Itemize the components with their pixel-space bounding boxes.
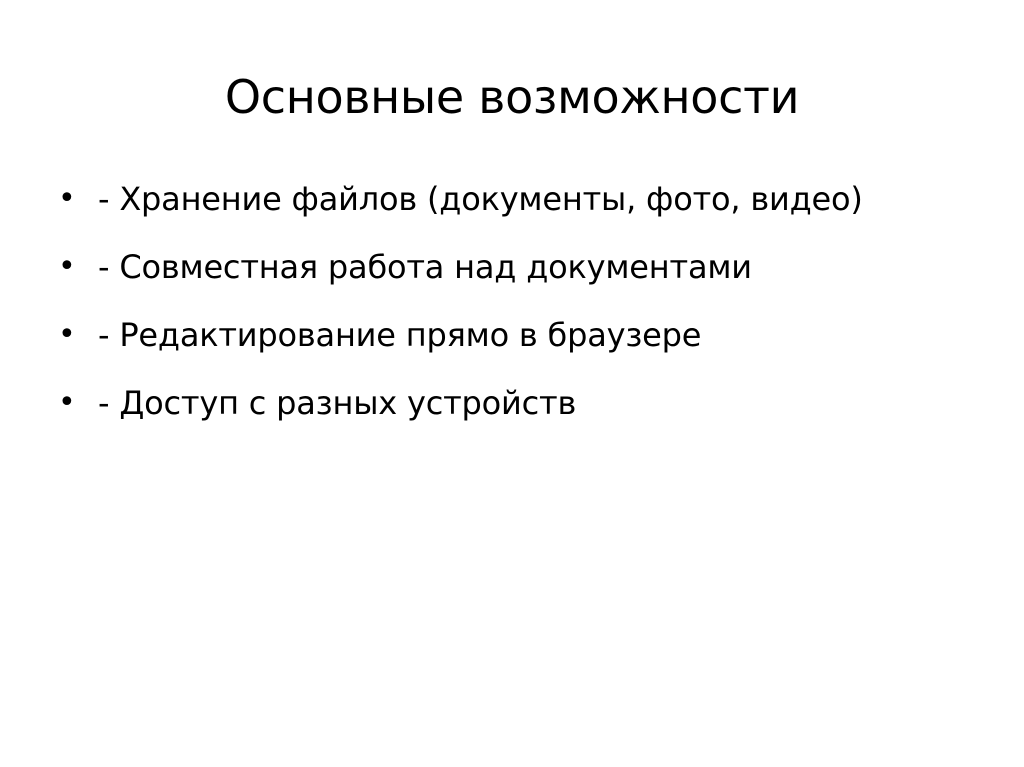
bullet-list <box>58 172 938 444</box>
bullet-icon: • <box>58 385 76 420</box>
list-item <box>58 376 938 430</box>
list-item-text: - Доступ с разных устройств <box>98 384 577 422</box>
list-item-text: - Совместная работа над документами <box>98 248 752 286</box>
slide-title: Основные возможности <box>224 70 800 124</box>
list-item-text: - Хранение файлов (документы, фото, видео) <box>98 180 863 218</box>
list-item <box>58 308 938 362</box>
list-item-text: - Редактирование прямо в браузере <box>98 316 702 354</box>
bullet-icon: • <box>58 181 76 216</box>
list-item <box>58 240 938 294</box>
bullet-icon: • <box>58 317 76 352</box>
bullet-icon: • <box>58 249 76 284</box>
list-item <box>58 172 898 226</box>
